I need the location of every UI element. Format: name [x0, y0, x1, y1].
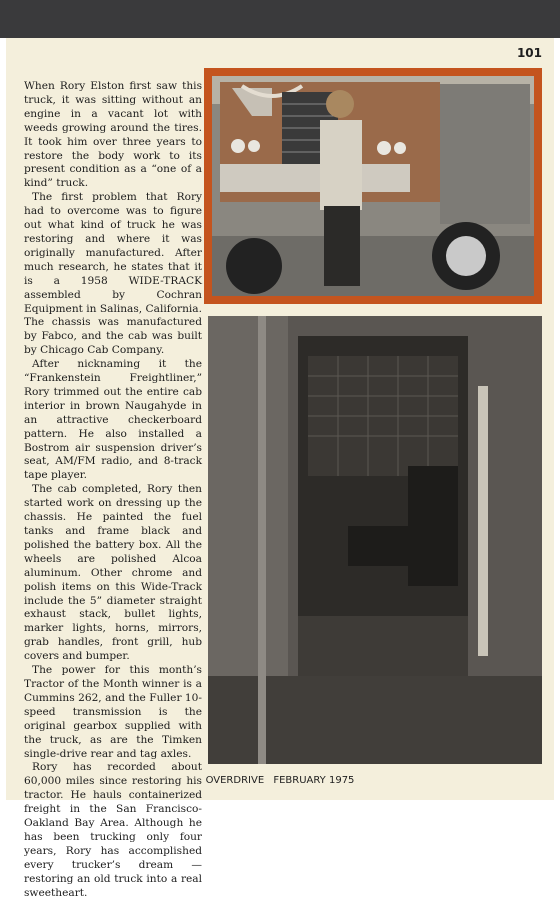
article-paragraph: The first problem that Rory had to overcome was to figure out what kind of truck he was restoring and where it was originally manufactured. After much research, he states that it is a 1958 WIDE-TRACK assembled by Cochran Equipment in Salinas, California. The chassis was manufactured by Fabco, and the cab was built by Chicago Cab Company. [24, 191, 202, 357]
truck-front-photo-image [212, 76, 534, 296]
viewer-top-bar [0, 0, 560, 38]
article-paragraph: Rory has recorded about 60,000 miles since restoring his tractor. He hauls containerized freight in the San Francisco-Oakland Bay Area. Although he has been trucking only four years, Rory has accomplished every trucker’s dream — restoring an old truck into a real sweetheart. [24, 761, 202, 899]
cab-interior-photo [208, 316, 542, 764]
truck-front-photo [204, 68, 542, 304]
footer-date: FEBRUARY 1975 [273, 775, 355, 786]
page-number: 101 [516, 46, 542, 60]
article-paragraph: The power for this month’s Tractor of the Month winner is a Cummins 262, and the Fuller 10-speed transmission is the original gearbox supplied with the truck, as are the Timken single-drive rear and tag axles. [24, 664, 202, 760]
cab-interior-photo-image [208, 316, 542, 764]
page-footer [6, 775, 554, 786]
magazine-page [6, 38, 554, 899]
article-paragraph: When Rory Elston first saw this truck, it was sitting without an engine in a vacant lot with weeds growing around the tires. It took him over three years to restore the body work to its present condition as a “one of a kind” truck. [24, 80, 202, 190]
footer-publication: OVERDRIVE [205, 775, 265, 786]
article-paragraph: The cab completed, Rory then started work on dressing up the chassis. He painted the fuel tanks and frame black and polished the battery box. All the wheels are polished Alcoa aluminum. Other chrome and polish items on this Wide-Track include the 5” diameter straight exhaust stack, bullet lights, marker lights, horns, mirrors, grab handles, front grill, hub covers and bumper. [24, 483, 202, 663]
article-paragraph: After nicknaming it the “Frankenstein Freightliner,” Rory trimmed out the entire cab interior in brown Naugahyde in an attractive checkerboard pattern. He also installed a Bostrom air suspension driver’s seat, AM/FM radio, and 8-track tape player. [24, 358, 202, 482]
